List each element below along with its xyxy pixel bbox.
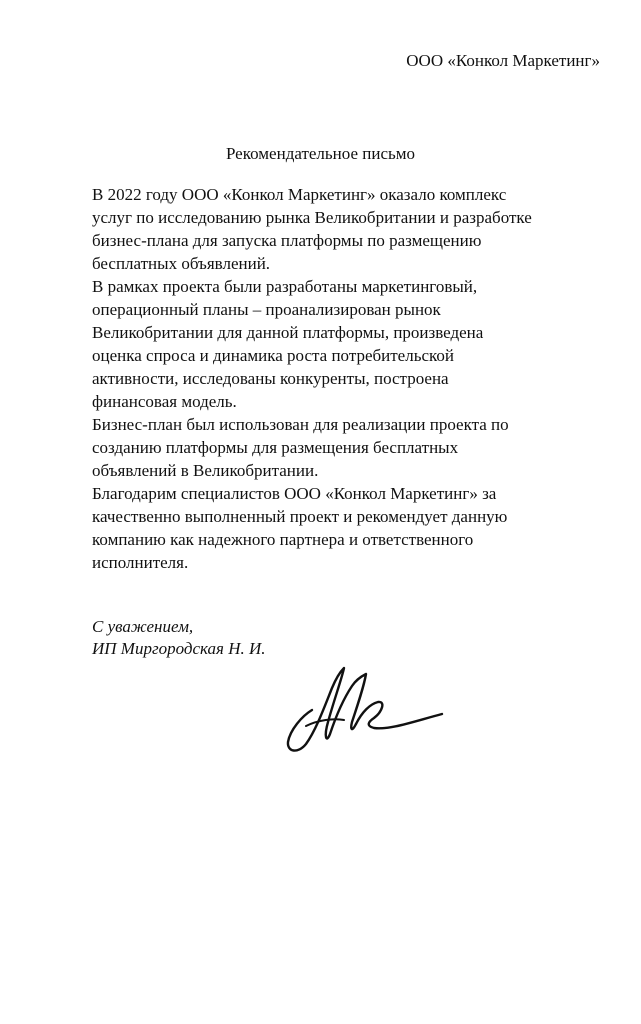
body-line: качественно выполненный проект и рекомендует данную (92, 507, 508, 526)
signatory-name: ИП Миргородская Н. И. (92, 639, 266, 658)
body-line: Благодарим специалистов ООО «Конкол Маркетинг» за (92, 484, 497, 503)
handwritten-signature (282, 660, 447, 760)
recipient-company: ООО «Конкол Маркетинг» (406, 51, 600, 70)
body-line: оценка спроса и динамика роста потребительской (92, 346, 454, 365)
body-line: финансовая модель. (92, 392, 237, 411)
body-line: Бизнес-план был использован для реализации проекта по (92, 415, 509, 434)
body-line: Великобритании для данной платформы, произведена (92, 323, 484, 342)
letter-body (92, 183, 592, 574)
letter-title: Рекомендательное письмо (225, 144, 416, 163)
body-line: активности, исследованы конкуренты, построена (92, 369, 449, 388)
body-line: В 2022 году ООО «Конкол Маркетинг» оказало комплекс (92, 185, 507, 204)
body-line: услуг по исследованию рынка Великобритании и разработке (92, 208, 532, 227)
body-line: созданию платформы для размещения бесплатных (92, 438, 459, 457)
letter-closing (92, 616, 266, 660)
body-line: исполнителя. (92, 553, 189, 572)
body-line: операционный планы – проанализирован рынок (92, 300, 441, 319)
closing-phrase: С уважением, (92, 617, 194, 636)
body-line: бесплатных объявлений. (92, 254, 271, 273)
body-line: компанию как надежного партнера и ответственного (92, 530, 474, 549)
body-line: бизнес-плана для запуска платформы по размещению (92, 231, 482, 250)
body-line: В рамках проекта были разработаны маркетинговый, (92, 277, 478, 296)
body-line: объявлений в Великобритании. (92, 461, 319, 480)
